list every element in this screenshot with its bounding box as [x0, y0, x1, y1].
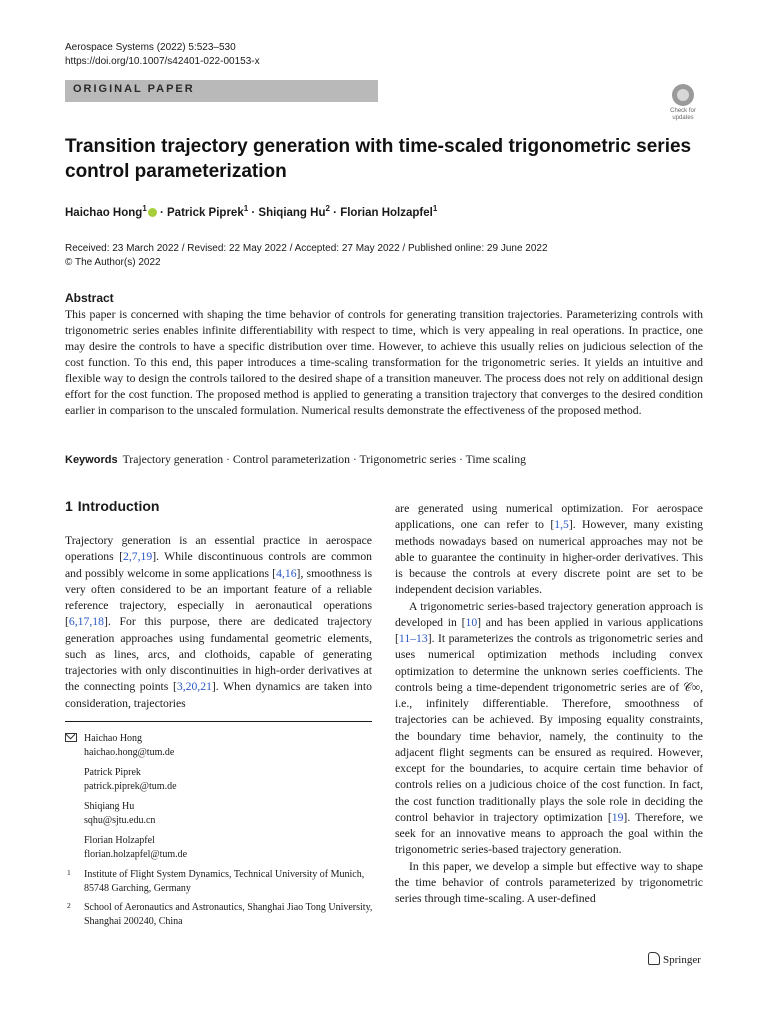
doi-link[interactable]: https://doi.org/10.1007/s42401-022-00153-x [65, 56, 260, 67]
author-affiliation-mark: 2 [325, 204, 330, 213]
check-for-updates-badge[interactable] [663, 84, 703, 124]
keywords [65, 453, 526, 466]
check-updates-icon [672, 84, 694, 106]
paragraph-text: In this paper, we develop a simple but effective way to shape the time behavior of controls parameterized by trigonometric series through time-scaling. A user-defined [395, 859, 703, 905]
paragraph-text: ]. However, many existing methods nowadays based on numerical approaches may not be able to guarantee the continuity in higher-order derivatives. This is because the controls at every discrete point are set to be independent decision variables. [395, 518, 703, 597]
author-name: Florian Holzapfel [340, 206, 433, 219]
paragraph-text: are generated using numerical optimization. For aerospace applications, one can refer to [ [395, 502, 703, 532]
keywords-text: Trajectory generation · Control parameterization · Trigonometric series · Time scaling [122, 453, 526, 466]
affiliation [67, 901, 374, 928]
author-affiliation-mark: 1 [142, 204, 147, 213]
abstract-text: This paper is concerned with shaping the time behavior of controls for generating transition trajectories. Parameterizing controls with trigonometric series enables infinite differentiability with respect to time, which is very appealing in real operations. In practice, one may desire the controls to have a specific distribution over time. However, to achieve this usually relies on judicious selection of the cost function. To this end, this paper introduces a time-scaling transformation for the trigonometric series. It yields an intuitive and flexible way to design the controls tailored to the desired shape of a transition maneuver. The process does not rely on additional design effort for the cost function. The proposed method is applied to generating a transition trajectory that converges to the desired condition earlier in comparison to the unscaled formulation. Numerical results demonstrate the effectiveness of the proposed method. [65, 308, 703, 417]
keywords-label: Keywords [65, 454, 118, 466]
publication-dates [65, 242, 548, 270]
body-paragraph [395, 501, 703, 599]
citation-link[interactable]: 4,16 [276, 566, 297, 580]
author-name: Shiqiang Hu [258, 206, 326, 219]
publisher-logo [648, 952, 701, 966]
body-paragraph [395, 859, 703, 908]
contact-email[interactable]: patrick.piprek@tum.de [84, 780, 177, 792]
contact-name: Haichao Hong [84, 733, 143, 744]
publication-history: Received: 23 March 2022 / Revised: 22 May 2022 / Accepted: 27 May 2022 / Published online: 29 June 2022 [65, 243, 548, 254]
abstract-heading: Abstract [65, 291, 114, 305]
contact-email[interactable]: florian.holzapfel@tum.de [84, 848, 188, 860]
author-affiliation-mark: 1 [432, 204, 438, 213]
author-separator: · [248, 206, 259, 219]
citation-link[interactable]: 19 [611, 810, 624, 824]
paper-title: Transition trajectory generation with time-scaled trigonometric series control parameterization [65, 136, 692, 182]
citation-link[interactable]: 2,7,19 [122, 550, 153, 564]
contact-email[interactable]: haichao.hong@tum.de [84, 746, 175, 758]
citation-link[interactable]: 6,17,18 [68, 615, 104, 629]
author-separator: · [156, 206, 167, 219]
affiliation-number: 2 [67, 901, 71, 910]
affiliation-number: 1 [67, 868, 71, 877]
citation-link[interactable]: 1,5 [554, 518, 569, 532]
section-label: ORIGINAL PAPER [73, 83, 195, 95]
journal-citation: Aerospace Systems (2022) 5:523–530 [65, 42, 236, 53]
affiliation-text: School of Aeronautics and Astronautics, Shanghai Jiao Tong University, Shanghai 200240, China [84, 902, 373, 927]
right-column [395, 501, 703, 907]
body-paragraph [395, 599, 703, 859]
paragraph-text: ] and has been applied in various applications [ [395, 615, 704, 645]
section-number: 1 [65, 498, 73, 514]
envelope-icon [65, 733, 77, 742]
badge-line1: Check for [670, 108, 696, 114]
contact-name: Florian Holzapfel [84, 835, 155, 846]
footnote-rule [65, 721, 372, 722]
section-title: Introduction [77, 498, 160, 514]
paragraph-text: ]. Therefore, we seek for an innovative means to approach the goal within the trigonometric series-based trajectory generation. [395, 810, 703, 857]
paragraph-text: A trigonometric series-based trajectory generation approach is developed in [ [395, 599, 703, 629]
orcid-icon[interactable] [148, 208, 157, 217]
journal-info [65, 41, 260, 69]
section-label-bar [65, 80, 378, 102]
intro-paragraph [65, 533, 372, 712]
paragraph-text: ]. When dynamics are taken into consideration, trajectories [65, 680, 372, 710]
contact-email[interactable]: sqhu@sjtu.edu.cn [84, 814, 156, 826]
paragraph-text: ]. While discontinuous controls are common and possibly welcome in some applications [ [65, 550, 373, 580]
affiliation [67, 868, 374, 895]
section-heading-introduction [65, 498, 164, 514]
affiliation-text: Institute of Flight System Dynamics, Technical University of Munich, 85748 Garching, Germany [84, 869, 365, 894]
paragraph-text: ]. For this purpose, there are dedicated trajectory generation approaches using fundamental geometric elements, such as lines, arcs, and clothoids, capable of generating trajectories with only discontinuities in high-order derivatives at the connecting points [ [65, 615, 372, 694]
author-name: Haichao Hong [65, 206, 143, 219]
contact-name: Shiqiang Hu [84, 801, 135, 812]
citation-link[interactable]: 3,20,21 [176, 680, 212, 694]
badge-line2: updates [672, 115, 694, 121]
author-affiliation-mark: 1 [243, 204, 249, 213]
publisher-name: Springer [663, 954, 701, 966]
author-name: Patrick Piprek [167, 206, 244, 219]
copyright: © The Author(s) 2022 [65, 257, 161, 268]
paragraph-text: ]. It parameterizes the controls as trigonometric series and uses numerical optimization methods including convex optimization to determine the unknown series coefficients. The controls being a time-dependent trigonometric series are of 𝒞∞, i.e., infinitely differentiable. Therefore, smoothness of trajectories can be achieved. By imposing equality constraints, the boundary time behavior, namely, the continuity to the adjacent flight segments can be ensured as required. However, except for the boundaries, to acquire certain time behavior of controls relies on a judicious choice of the cost function. In fact, the cost function traditionally plays the sole role in deciding the control behavior in trajectory optimization [ [395, 632, 703, 824]
springer-horse-icon [648, 952, 660, 965]
author-list [65, 204, 437, 219]
citation-link[interactable]: 10 [465, 615, 478, 629]
author-separator: · [329, 206, 341, 219]
paragraph-text: Trajectory generation is an essential practice in aerospace operations [ [65, 534, 372, 564]
left-column [65, 533, 372, 712]
citation-link[interactable]: 11–13 [398, 632, 428, 645]
contact-name: Patrick Piprek [84, 767, 141, 778]
paragraph-text: ], smoothness is very often considered to be an important feature of a reliable reference trajectory, especially in aeronautical operations [ [65, 566, 373, 629]
